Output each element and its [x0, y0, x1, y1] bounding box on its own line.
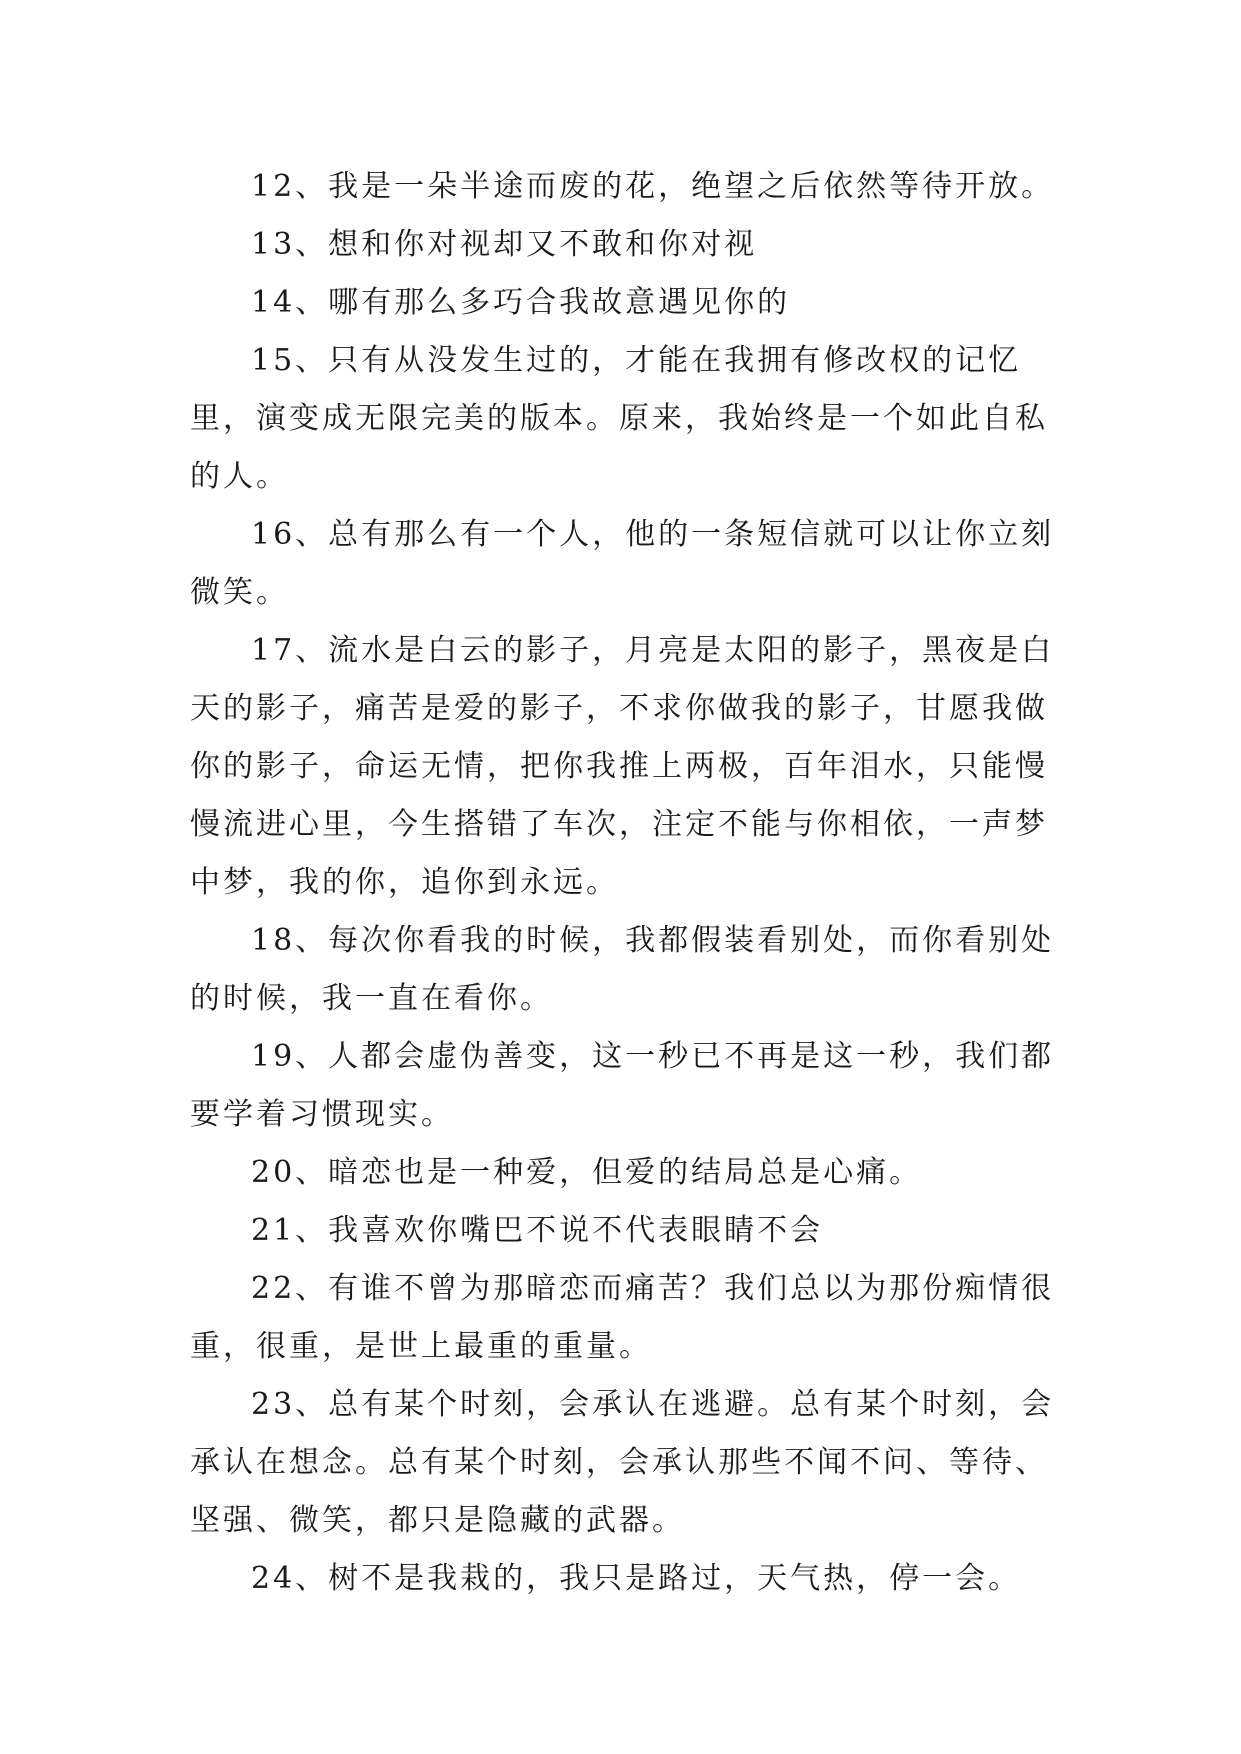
paragraph-22: 22、有谁不曾为那暗恋而痛苦？我们总以为那份痴情很重，很重，是世上最重的重量。: [190, 1271, 1055, 1364]
paragraph-15: 15、只有从没发生过的，才能在我拥有修改权的记忆里，演变成无限完美的版本。原来，我始终是一个如此自私的人。: [190, 343, 1048, 494]
document-body: [190, 158, 1070, 1608]
paragraph-12: 12、我是一朵半途而废的花，绝望之后依然等待开放。: [251, 169, 1055, 204]
paragraph-19: 19、人都会虚伪善变，这一秒已不再是这一秒，我们都要学着习惯现实。: [190, 1039, 1055, 1132]
paragraph-13: 13、想和你对视却又不敢和你对视: [251, 227, 758, 262]
paragraph-14: 14、哪有那么多巧合我故意遇见你的: [251, 285, 791, 320]
paragraph-20: 20、暗恋也是一种爱，但爱的结局总是心痛。: [251, 1155, 923, 1190]
paragraph-18: 18、每次你看我的时候，我都假装看别处，而你看别处的时候，我一直在看你。: [190, 923, 1055, 1016]
paragraph-17: 17、流水是白云的影子，月亮是太阳的影子，黑夜是白天的影子，痛苦是爱的影子，不求你做我的影子，甘愿我做你的影子，命运无情，把你我推上两极，百年泪水，只能慢慢流进心里，今生搭错了车次，注定不能与你相依，一声梦中梦，我的你，追你到永远。: [190, 633, 1055, 900]
paragraph-16: 16、总有那么有一个人，他的一条短信就可以让你立刻微笑。: [190, 517, 1055, 610]
paragraph-21: 21、我喜欢你嘴巴不说不代表眼睛不会: [251, 1213, 824, 1248]
paragraph-23: 23、总有某个时刻，会承认在逃避。总有某个时刻，会承认在想念。总有某个时刻，会承认那些不闻不问、等待、坚强、微笑，都只是隐藏的武器。: [190, 1387, 1055, 1538]
paragraph-24: 24、树不是我栽的，我只是路过，天气热，停一会。: [251, 1561, 1022, 1596]
